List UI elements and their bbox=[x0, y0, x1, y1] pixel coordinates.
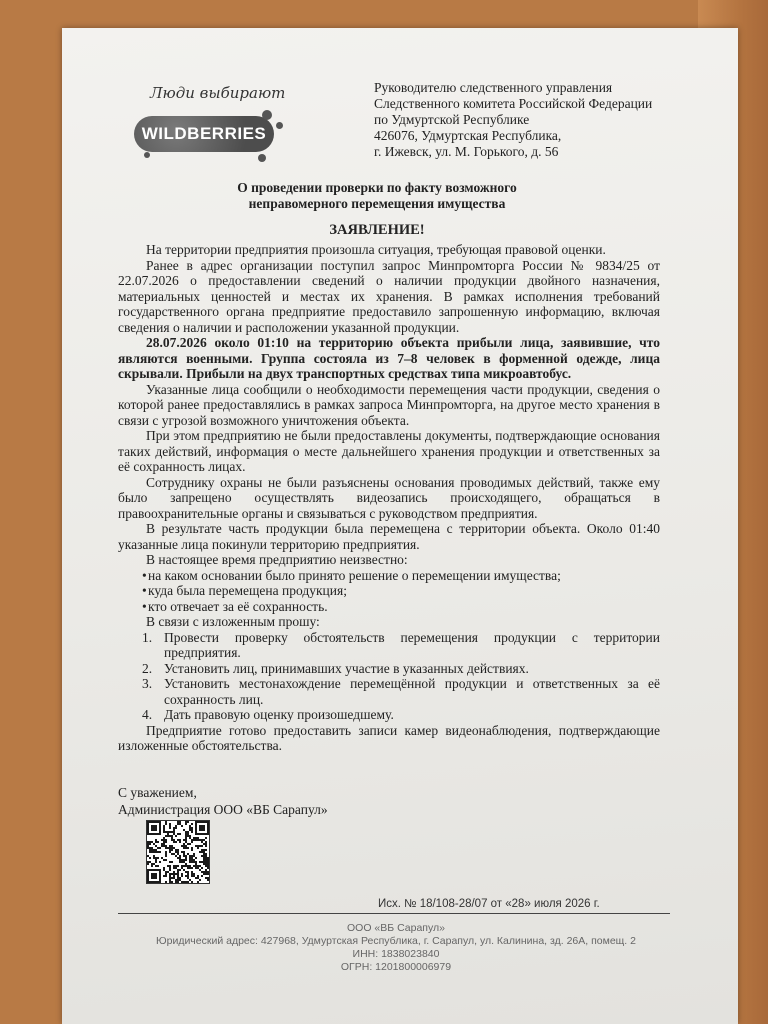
request-number: 1. bbox=[142, 629, 153, 645]
body-paragraph: На территории предприятия произошла ситуация, требующая правовой оценки. bbox=[146, 242, 606, 257]
footer-address: Юридический адрес: 427968, Удмуртская Республика, г. Сарапул, ул. Калинина, зд. 26А, помещ. 2 bbox=[156, 935, 636, 947]
request-number: 2. bbox=[142, 660, 153, 676]
body-paragraph: Указанные лица сообщили о необходимости перемещения части продукции, сведения о которой ранее предоставлялись в рамках запроса Минпромторга, на другое место хранения в связи с угрозой возможного уничтожения объекта. bbox=[118, 381, 660, 428]
closing-block bbox=[118, 784, 328, 818]
footer-divider bbox=[118, 913, 670, 914]
body-paragraph: При этом предприятию не были предоставлены документы, подтверждающие основания таких действий, информация о месте дальнейшего хранения продукции и ответственных за её сохранность лицах. bbox=[118, 428, 660, 474]
logo-tagline: Люди выбирают bbox=[150, 84, 286, 102]
letterhead-footer bbox=[122, 922, 670, 974]
qr-code-graphic bbox=[147, 821, 209, 883]
bullet-item: • кто отвечает за её сохранность. bbox=[118, 599, 660, 615]
bullet-item: • на каком основании было принято решение о перемещении имущества; bbox=[118, 568, 660, 584]
footer-company: ООО «ВБ Сарапул» bbox=[347, 922, 445, 934]
body-paragraph: Сотруднику охраны не были разъяснены основания проводимых действий, также ему было запрещено осуществлять видеозапись происходящего, обращаться в правоохранительные органы и связываться с руководством предприятия. bbox=[118, 474, 660, 521]
addressee-line: 426076, Удмуртская Республика, bbox=[374, 128, 562, 143]
request-text: Установить местонахождение перемещённой продукции и ответственных за её сохранность лиц. bbox=[164, 676, 660, 707]
request-intro: В связи с изложенным прошу: bbox=[146, 614, 320, 629]
body-paragraph: В настоящее время предприятию неизвестно: bbox=[146, 552, 408, 567]
addressee-line: Руководителю следственного управления bbox=[374, 80, 613, 95]
footer-ogrn: ОГРН: 1201800006979 bbox=[340, 961, 452, 973]
document-sheet bbox=[62, 28, 738, 1024]
logo-decoration bbox=[144, 152, 150, 158]
request-text: Дать правовую оценку произошедшему. bbox=[164, 707, 394, 722]
request-item bbox=[118, 676, 660, 707]
request-number: 3. bbox=[142, 676, 153, 691]
bullet-item: • куда была перемещена продукция; bbox=[118, 583, 660, 599]
request-item bbox=[118, 661, 660, 677]
outgoing-number: Исх. № 18/108-28/07 от «28» июля 2026 г. bbox=[378, 898, 600, 910]
addressee-block bbox=[374, 80, 694, 160]
addressee-line: г. Ижевск, ул. М. Горького, д. 56 bbox=[374, 144, 559, 159]
request-text: Установить лиц, принимавших участие в указанных действиях. bbox=[164, 660, 529, 676]
body-paragraph: В результате часть продукции была перемещена с территории объекта. Около 01:40 указанные лица покинули территорию предприятия. bbox=[118, 521, 660, 552]
logo-decoration bbox=[262, 110, 272, 120]
qr-code bbox=[146, 820, 210, 884]
closing-regards: С уважением, bbox=[118, 785, 197, 800]
document-subject: О проведении проверки по факту возможного неправомерного перемещения имущества bbox=[237, 180, 517, 211]
request-item bbox=[118, 707, 660, 723]
body-paragraph: Ранее в адрес организации поступил запрос Минпромторга России № 9834/25 от 22.07.2026 о предоставлении сведений о наличии продукции двойного назначения, материальных ценностей и местах их хранения. В рамках исполнения требований государственного органа предприятие предоставило запрошенную информацию, включая сведения о наличии и расположении указанной продукции. bbox=[118, 257, 660, 335]
request-text: Провести проверку обстоятельств перемещения продукции с территории предприятия. bbox=[164, 629, 660, 660]
request-number: 4. bbox=[142, 707, 153, 722]
document-heading: ЗАЯВЛЕНИЕ! bbox=[329, 222, 425, 238]
document-body bbox=[118, 242, 660, 754]
request-item bbox=[118, 630, 660, 661]
wildberries-logo: WILDBERRIES bbox=[134, 116, 274, 152]
addressee-line: по Удмуртской Республике bbox=[374, 112, 530, 127]
addressee-line: Следственного комитета Российской Федерации bbox=[374, 96, 653, 111]
final-paragraph: Предприятие готово предоставить записи камер видеонаблюдения, подтверждающие изложенные обстоятельства. bbox=[118, 722, 660, 753]
closing-signatory: Администрация ООО «ВБ Сарапул» bbox=[118, 802, 328, 817]
logo-decoration bbox=[258, 154, 266, 162]
body-paragraph-bold: 28.07.2026 около 01:10 на территорию объекта прибыли лица, заявившие, что являются военными. Группа состояла из 7–8 человек в форменной одежде, лица скрывали. Прибыли на двух транспортных средствах типа микроавтобус. bbox=[118, 335, 660, 381]
footer-inn: ИНН: 1838023840 bbox=[352, 948, 440, 960]
logo-decoration bbox=[276, 122, 283, 129]
